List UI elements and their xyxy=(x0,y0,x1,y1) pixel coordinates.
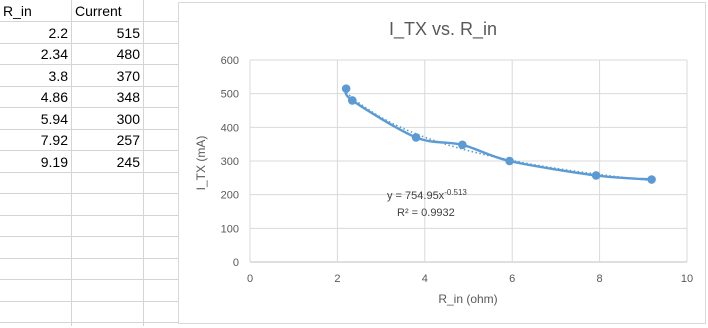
x-tick-label: 4 xyxy=(421,273,428,285)
cell-current-1[interactable]: 515 xyxy=(116,25,140,41)
data-point[interactable] xyxy=(506,157,514,165)
cell-r-in-4[interactable]: 4.86 xyxy=(40,89,68,105)
y-tick-label: 100 xyxy=(220,223,239,236)
trendline-equation-text: y = 754.95x xyxy=(387,190,445,202)
x-tick-label: 2 xyxy=(334,273,341,285)
data-point[interactable] xyxy=(348,97,356,105)
y-tick-label: 300 xyxy=(220,156,239,168)
data-point[interactable] xyxy=(459,141,467,149)
cell-current-7[interactable]: 245 xyxy=(116,154,140,170)
trendline-r-squared: R² = 0.9932 xyxy=(397,207,455,219)
y-tick-label: 600 xyxy=(220,55,239,67)
chart-series xyxy=(342,85,655,184)
chart-title: I_TX vs. R_in xyxy=(388,19,498,39)
header-cell-current[interactable]: Current xyxy=(75,3,122,19)
cell-r-in-6[interactable]: 7.92 xyxy=(40,132,68,148)
x-tick-label: 0 xyxy=(246,273,254,285)
series-line xyxy=(346,89,652,180)
cell-current-2[interactable]: 480 xyxy=(116,46,140,62)
data-point[interactable] xyxy=(342,85,350,93)
chart-gridlines xyxy=(250,60,687,262)
chart-canvas xyxy=(179,3,705,323)
data-point[interactable] xyxy=(412,134,420,142)
x-tick-label: 8 xyxy=(596,273,603,285)
cell-current-4[interactable]: 348 xyxy=(116,89,140,105)
cell-r-in-2[interactable]: 2.34 xyxy=(40,46,68,62)
y-tick-label: 400 xyxy=(220,122,239,135)
y-tick-label: 200 xyxy=(220,189,239,202)
y-axis-title: I_TX (mA) xyxy=(194,135,208,191)
data-point[interactable] xyxy=(592,172,600,180)
x-tick-label: 10 xyxy=(680,273,694,285)
cell-r-in-5[interactable]: 5.94 xyxy=(40,111,68,127)
power-trendline xyxy=(346,92,651,180)
chart-panel[interactable] xyxy=(178,2,706,324)
x-tick-label: 6 xyxy=(509,273,516,285)
cell-current-6[interactable]: 257 xyxy=(116,132,140,148)
cell-current-3[interactable]: 370 xyxy=(116,68,140,84)
chart-tick-labels xyxy=(221,55,693,285)
chart-trendline xyxy=(346,92,651,180)
y-tick-label: 500 xyxy=(220,88,239,101)
trendline-equation xyxy=(387,188,467,202)
data-point[interactable] xyxy=(648,176,656,184)
cell-current-5[interactable]: 300 xyxy=(116,111,140,127)
y-tick-label: 0 xyxy=(232,257,239,269)
cell-r-in-7[interactable]: 9.19 xyxy=(40,154,68,170)
header-cell-r-in[interactable]: R_in xyxy=(3,3,32,19)
trendline-equation-exponent: -0.513 xyxy=(444,188,467,197)
cell-r-in-1[interactable]: 2.2 xyxy=(48,25,68,41)
x-axis-title: R_in (ohm) xyxy=(438,292,498,306)
cell-r-in-3[interactable]: 3.8 xyxy=(48,68,68,84)
